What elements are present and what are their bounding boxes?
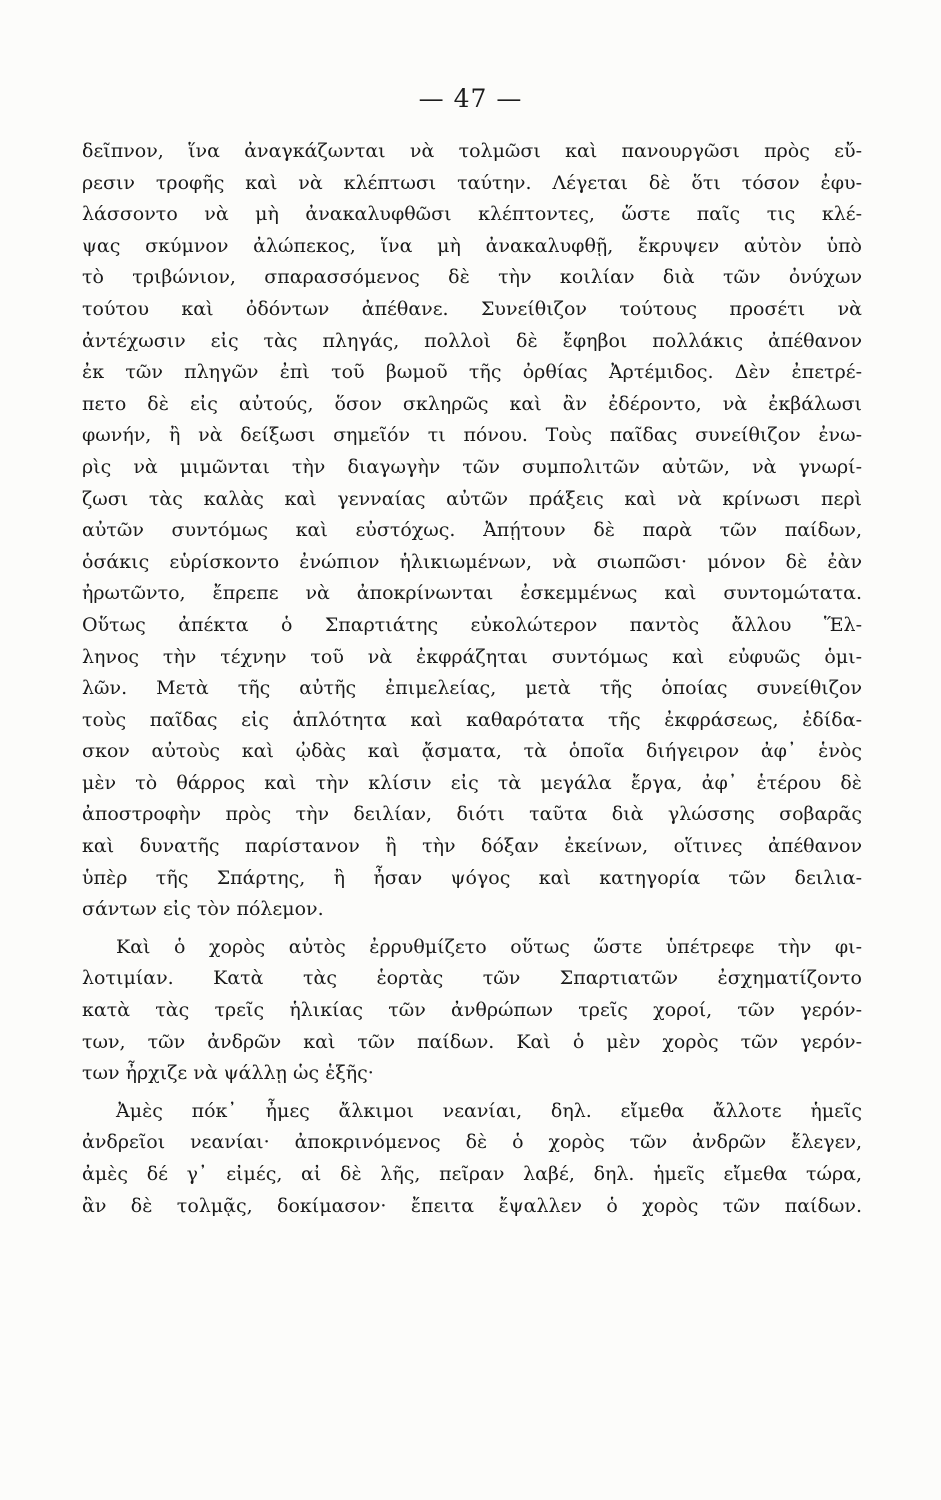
text-line: ζωσι τὰς καλὰς καὶ γενναίας αὐτῶν πράξεις καὶ νὰ κρίνωσι περὶ — [82, 487, 862, 510]
text-line: ρεσιν τροφῆς καὶ νὰ κλέπτωσι ταύτην. Λέγεται δὲ ὅτι τόσον ἐφυ- — [82, 171, 862, 194]
text-line: ψας σκύμνον ἀλώπεκος, ἵνα μὴ ἀνακαλυφθῇ, ἔκρυψεν αὐτὸν ὑπὸ — [82, 234, 862, 257]
text-line: καὶ δυνατῆς παρίστανον ἢ τὴν δόξαν ἐκείνων, οἵτινες ἀπέθανον — [82, 835, 862, 858]
text-line: ἂν δὲ τολμᾷς, δοκίμασον· ἔπειτα ἔψαλλεν ὁ χορὸς τῶν παίδων. — [82, 1194, 862, 1217]
text-line: ὁσάκις εὑρίσκοντο ἐνώπιον ἡλικιωμένων, νὰ σιωπῶσι· μόνον δὲ ἐὰν — [82, 550, 862, 573]
text-line: Οὕτως ἀπέκτα ὁ Σπαρτιάτης εὐκολώτερον παντὸς ἄλλου Ἕλ- — [82, 613, 862, 636]
text-line: σκον αὐτοὺς καὶ ᾠδὰς καὶ ᾄσματα, τὰ ὁποῖα διήγειρον ἀφ᾽ ἑνὸς — [82, 740, 862, 763]
text-line: των ἦρχιζε νὰ ψάλλῃ ὡς ἑξῆς· — [82, 1062, 374, 1085]
body-text — [82, 136, 862, 1222]
text-line: δεῖπνον, ἵνα ἀναγκάζωνται νὰ τολμῶσι καὶ πανουργῶσι πρὸς εὔ- — [82, 140, 862, 162]
text-line: ἀμὲς δέ γ᾽ εἰμές, αἰ δὲ λῆς, πεῖραν λαβέ, δηλ. ἡμεῖς εἴμεθα τώρα, — [82, 1163, 862, 1185]
text-line: Καὶ ὁ χορὸς αὐτὸς ἐρρυθμίζετο οὕτως ὥστε ὑπέτρεφε τὴν φι- — [116, 935, 862, 958]
text-line: ἀποστροφὴν πρὸς τὴν δειλίαν, διότι ταῦτα διὰ γλώσσης σοβαρᾶς — [82, 803, 862, 826]
paragraph-3 — [82, 1096, 862, 1222]
page-number: — 47 — — [418, 84, 523, 113]
text-line: ληνος τὴν τέχνην τοῦ νὰ ἐκφράζηται συντόμως καὶ εὐφυῶς ὁμι- — [82, 645, 862, 668]
text-line: τούτου καὶ ὀδόντων ἀπέθανε. Συνείθιζον τούτους προσέτι νὰ — [82, 297, 862, 320]
paragraph-2 — [82, 932, 862, 1090]
text-line: λάσσοντο νὰ μὴ ἀνακαλυφθῶσι κλέπτοντες, ὥστε παῖς τις κλέ- — [82, 203, 862, 226]
text-line: ἀντέχωσιν εἰς τὰς πληγάς, πολλοὶ δὲ ἔφηβοι πολλάκις ἀπέθανον — [82, 329, 862, 352]
text-line: τὸ τριβώνιον, σπαρασσόμενος δὲ τὴν κοιλίαν διὰ τῶν ὀνύχων — [82, 266, 862, 289]
text-line: κατὰ τὰς τρεῖς ἡλικίας τῶν ἀνθρώπων τρεῖς χοροί, τῶν γερόν- — [82, 999, 862, 1022]
text-line: λοτιμίαν. Κατὰ τὰς ἑορτὰς τῶν Σπαρτιατῶν ἐσχηματίζοντο — [82, 967, 862, 990]
text-line: λῶν. Μετὰ τῆς αὐτῆς ἐπιμελείας, μετὰ τῆς ὁποίας συνείθιζον — [82, 677, 862, 700]
text-line: ἠρωτῶντο, ἔπρεπε νὰ ἀποκρίνωνται ἐσκεμμένως καὶ συντομώτατα. — [82, 582, 862, 605]
text-line: ὑπὲρ τῆς Σπάρτης, ἢ ἦσαν ψόγος καὶ κατηγορία τῶν δειλια- — [82, 866, 862, 889]
text-line: ἐκ τῶν πληγῶν ἐπὶ τοῦ βωμοῦ τῆς ὀρθίας Ἀρτέμιδος. Δὲν ἐπετρέ- — [82, 361, 862, 384]
text-line: σάντων εἰς τὸν πόλεμον. — [82, 898, 324, 921]
paragraph-1 — [82, 136, 862, 926]
text-line: αὐτῶν συντόμως καὶ εὐστόχως. Ἀπῄτουν δὲ παρὰ τῶν παίδων, — [82, 519, 862, 542]
text-line: ἀνδρεῖοι νεανίαι· ἀποκρινόμενος δὲ ὁ χορὸς τῶν ἀνδρῶν ἔλεγεν, — [82, 1131, 862, 1154]
text-line: φωνήν, ἢ νὰ δείξωσι σημεῖόν τι πόνου. Τοὺς παῖδας συνείθιζον ἐνω- — [82, 424, 862, 447]
text-line: Ἀμὲς πόκ᾽ ἦμες ἄλκιμοι νεανίαι, δηλ. εἴμεθα ἄλλοτε ἡμεῖς — [116, 1099, 862, 1122]
text-line: μὲν τὸ θάρρος καὶ τὴν κλίσιν εἰς τὰ μεγάλα ἔργα, ἀφ᾽ ἑτέρου δὲ — [82, 771, 862, 794]
text-line: τοὺς παῖδας εἰς ἁπλότητα καὶ καθαρότατα τῆς ἐκφράσεως, ἐδίδα- — [82, 708, 862, 731]
text-line: ρὶς νὰ μιμῶνται τὴν διαγωγὴν τῶν συμπολιτῶν αὐτῶν, νὰ γνωρί- — [82, 455, 862, 478]
text-line: πετο δὲ εἰς αὐτούς, ὅσον σκληρῶς καὶ ἂν ἐδέροντο, νὰ ἐκβάλωσι — [82, 392, 862, 415]
text-line: των, τῶν ἀνδρῶν καὶ τῶν παίδων. Καὶ ὁ μὲν χορὸς τῶν γερόν- — [82, 1030, 862, 1053]
